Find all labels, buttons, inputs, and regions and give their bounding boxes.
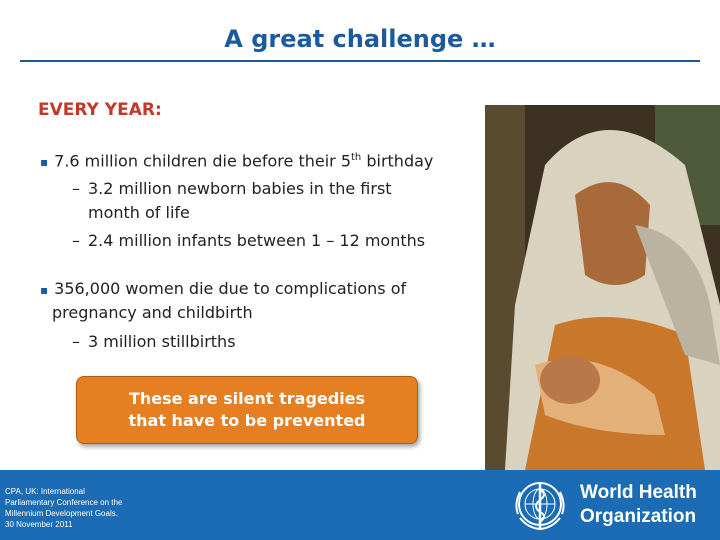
sub-bullet-infants: – 2.4 million infants between 1 – 12 months [72,231,426,250]
square-bullet-icon: ▪ [40,283,49,297]
dash-bullet-icon: – [72,179,80,198]
sub-bullet-newborn-cont: month of life [88,203,190,222]
bullet-women-cont: pregnancy and childbirth [52,303,253,322]
photo-illustration [485,105,720,470]
square-bullet-icon: ▪ [40,155,49,170]
section-heading: EVERY YEAR: [38,100,162,120]
sub-bullet-stillbirths: – 3 million stillbirths [72,332,236,351]
dash-bullet-icon: – [72,332,80,351]
bullet-women: ▪ 356,000 women die due to complications of [40,279,407,298]
callout-line-2: that have to be prevented [128,411,366,430]
who-wordmark: World Health Organization [580,482,697,527]
title-underline [20,60,700,62]
mother-and-newborn-photo [485,105,720,470]
sub-bullet-newborn: – 3.2 million newborn babies in the first [72,179,392,198]
who-emblem-icon [508,474,572,536]
callout-line-1: These are silent tragedies [128,389,366,408]
footer-citation: CPA, UK: International Parliamentary Conference on the Millennium Development Goals. 30 November 2011 [5,487,123,529]
dash-bullet-icon: – [72,231,80,250]
callout-box [76,376,418,444]
bullet-children: ▪ 7.6 million children die before their 5th birthday [40,151,434,171]
slide-title: A great challenge … [224,25,496,53]
